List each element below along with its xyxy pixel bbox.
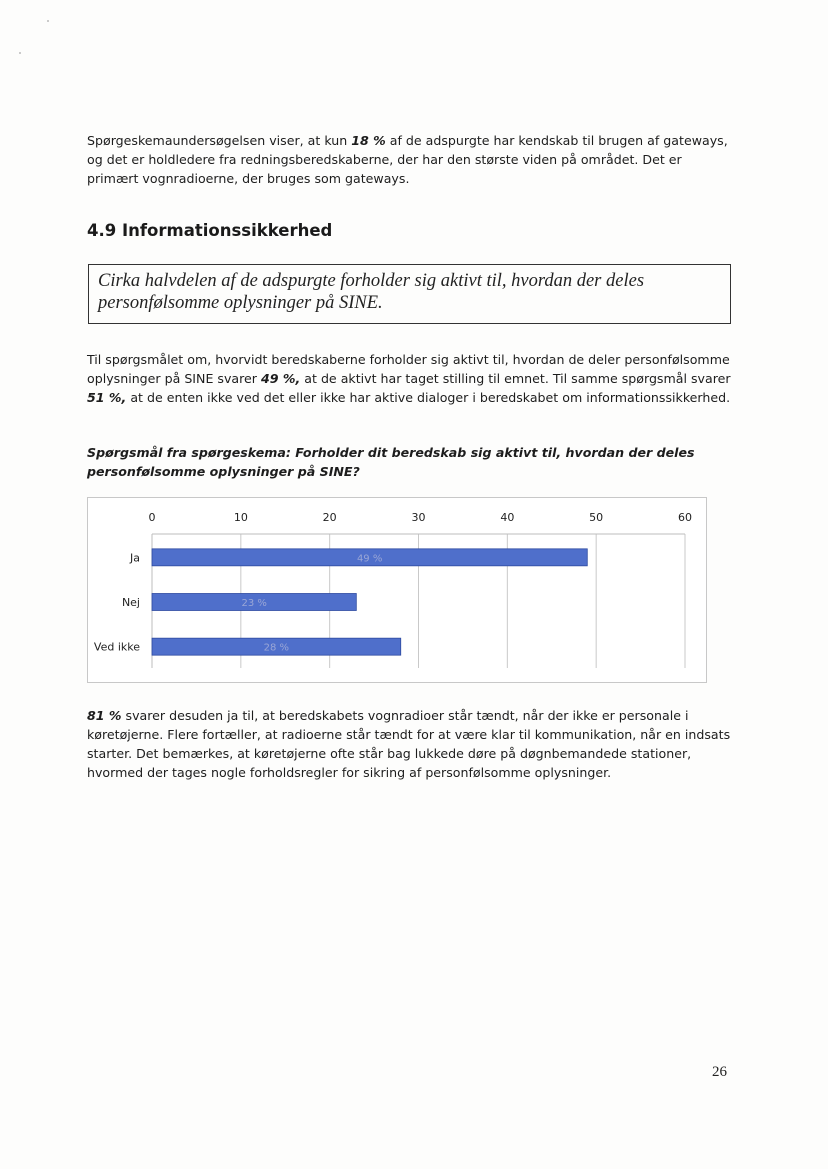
paragraph-gateways <box>87 131 737 188</box>
paragraph-vehicle-radios <box>87 706 737 782</box>
section-heading: 4.9 Informationssikkerhed <box>87 221 333 240</box>
category-label: Ved ikke <box>93 640 140 654</box>
scan-speck <box>47 20 49 22</box>
text-run: at de aktivt har taget stilling til emnet. Til samme spørgsmål svarer <box>300 371 731 386</box>
callout-box: Cirka halvdelen af de adspurgte forholder sig aktivt til, hvordan der deles personfølsomme oplysninger på SINE. <box>88 264 731 324</box>
page-number: 26 <box>712 1064 727 1080</box>
x-tick-label: 50 <box>589 511 604 524</box>
percent-highlight: 18 % <box>351 133 386 148</box>
x-tick-label: 40 <box>500 511 515 524</box>
text-run: svarer desuden ja til, at beredskabets vognradioer står tændt, når der ikke er personale i køretøjerne. Flere fortæller, at radioerne står tændt for at være klar til kommunikation, når en indsats starter. Det bemærkes, at køretøjerne ofte står bag lukkede døre på døgnbemandede stationer, hvormed der tages nogle forholdsregler for sikring af personfølsomme oplysninger. <box>87 708 731 780</box>
survey-question: Spørgsmål fra spørgeskema: Forholder dit beredskab sig aktivt til, hvordan der deles personfølsomme oplysninger på SINE? <box>87 445 695 479</box>
data-label: 28 % <box>263 642 290 654</box>
scan-speck <box>19 52 21 54</box>
x-tick-label: 60 <box>678 511 692 524</box>
text-run: Spørgeskemaundersøgelsen viser, at kun <box>87 133 352 148</box>
text-run: at de enten ikke ved det eller ikke har aktive dialoger i beredskabet om informationssikkerhed. <box>126 390 731 405</box>
x-tick-label: 10 <box>233 511 248 524</box>
percent-highlight: 81 % <box>87 708 122 723</box>
chart-frame <box>87 497 707 683</box>
x-tick-label: 0 <box>148 511 156 524</box>
data-label: 49 % <box>356 553 383 565</box>
category-label: Ja <box>130 551 140 565</box>
text-run: af de adspurgte har kendskab til brugen af gateways, og det er holdledere fra redningsberedskaberne, der har den største viden på området. Det er primært vognradioerne, der bruges som gateways. <box>87 133 728 186</box>
percent-highlight: 49 %, <box>260 371 301 386</box>
x-tick-label: 20 <box>322 511 337 524</box>
data-label: 23 % <box>241 598 267 609</box>
bar-chart <box>88 498 708 684</box>
text-run: Til spørgsmålet om, hvorvidt beredskaberne forholder sig aktivt til, hvordan de deler personfølsomme oplysninger på SINE svarer <box>87 352 730 386</box>
category-label: Nej <box>121 596 140 609</box>
paragraph-survey-result <box>87 350 737 407</box>
percent-highlight: 51 %, <box>87 390 127 405</box>
x-tick-label: 30 <box>411 511 426 524</box>
